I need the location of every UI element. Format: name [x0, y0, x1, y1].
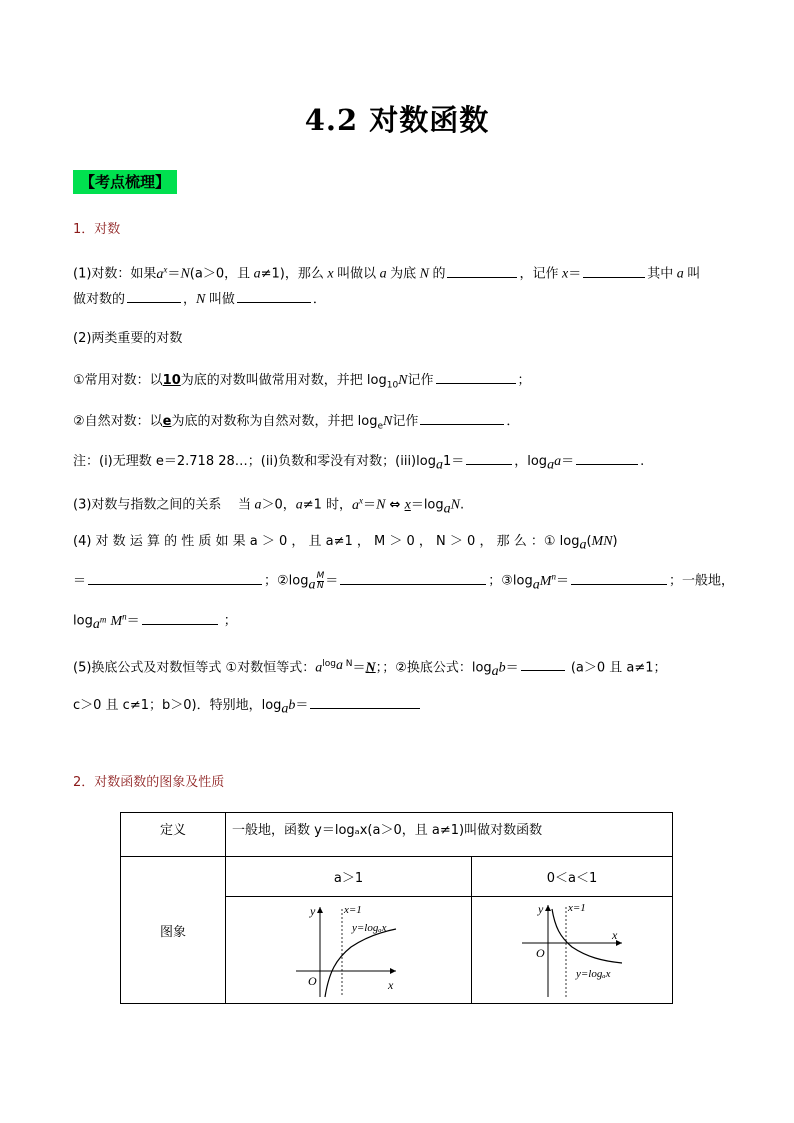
answer-blank	[142, 610, 218, 625]
paragraph-4: ②自然对数：以e为底的对数称为自然对数，并把 $\log_eN$记作 ．	[73, 410, 519, 437]
asymptote-label: x=1	[344, 904, 362, 916]
paragraph-1-line-2: 做对数的 ，N 叫做 ．	[73, 288, 326, 310]
col-header-a-lt-1: 0＜a＜1	[472, 857, 673, 897]
answer-blank	[583, 263, 645, 278]
x-axis-label: x	[612, 928, 618, 942]
paragraph-exp-log-relation: (3)对数与指数之间的关系 当 a＞0，a≠1 时，$a^x=N$ ⇔ $x=\log_aN$.	[73, 495, 465, 517]
answer-blank	[447, 263, 517, 278]
paragraph-change-of-base-line-2: c＞0 且 c≠1；b＞0)．特别地，$\log_ab=$	[73, 694, 422, 720]
function-label: y=logₐx	[576, 968, 611, 980]
definition-label: 定义	[121, 813, 226, 857]
paragraph-log-rules-line-1: (4) 对 数 运 算 的 性 质 如 果 a ＞ 0 ， 且 a≠1 ， M ＞ 0 ， N ＞ 0 ， 那 么 ：① $\log_a(MN)$	[73, 534, 618, 553]
paragraph-log-rules-line-3: $\log_{a^m} M^n=$ ；	[73, 611, 237, 633]
note-line: 注：(i)无理数 e＝2.718 28…；(ii)负数和零没有对数；$(iii)\log_a1=$ ，$\log_aa=$ .	[73, 450, 644, 476]
paragraph-log-rules-line-2: ＝ ；$②\log_a$ $\frac{M}{N}$ ＝ ；$③\log_aM^n=$ ；一般地，	[73, 570, 734, 593]
answer-blank	[340, 570, 486, 585]
paragraph-1-line-1: (1)对数：如果$a^x=N(a>0$，且 a≠1)，那么 x 叫做以 a 为底 N 的 ，记作 x＝ 其中 a 叫	[73, 264, 701, 282]
graph-a-lt-1	[472, 897, 673, 1004]
section-tag: 【考点梳理】	[73, 170, 177, 194]
page-title: 4.2 对数函数	[304, 103, 490, 137]
section-1-heading: 1．对数	[73, 222, 121, 237]
answer-blank	[310, 694, 420, 709]
section-2-heading: 2．对数函数的图象及性质	[73, 775, 225, 790]
definition-text: 一般地，函数 y＝logₐx(a＞0，且 a≠1)叫做对数函数	[226, 813, 673, 857]
log-function-table	[120, 812, 673, 1004]
paragraph-3: ①常用对数：以10为底的对数叫做常用对数，并把 $\log_{10}N$记作 ；	[73, 369, 531, 396]
graph-label: 图象	[121, 857, 226, 1004]
increasing-log-graph	[226, 897, 471, 1003]
paragraph-2: (2)两类重要的对数	[73, 331, 183, 346]
decreasing-log-graph	[472, 897, 674, 1003]
origin-label: O	[536, 946, 545, 960]
answer-blank	[88, 570, 262, 585]
answer-blank	[436, 369, 516, 384]
answer-blank	[466, 450, 512, 465]
col-header-a-gt-1: a＞1	[226, 857, 472, 897]
x-axis-label: x	[388, 978, 394, 992]
answer-blank	[420, 410, 504, 425]
y-axis-label: y	[538, 902, 544, 916]
asymptote-label: x=1	[568, 902, 586, 914]
answer-blank	[521, 656, 565, 671]
function-label: y=logₐx	[352, 922, 387, 934]
answer-blank	[571, 570, 667, 585]
origin-label: O	[308, 974, 317, 988]
paragraph-change-of-base-line-1: (5)换底公式及对数恒等式 ①对数恒等式：$a^{log_a N}=N$；；②换底公式：$\log_ab= (a>0$ 且 a≠1；	[73, 657, 667, 679]
y-axis-label: y	[310, 904, 316, 918]
graph-a-gt-1	[226, 897, 472, 1004]
answer-blank	[576, 450, 638, 465]
answer-blank	[237, 288, 311, 303]
answer-blank	[127, 288, 181, 303]
